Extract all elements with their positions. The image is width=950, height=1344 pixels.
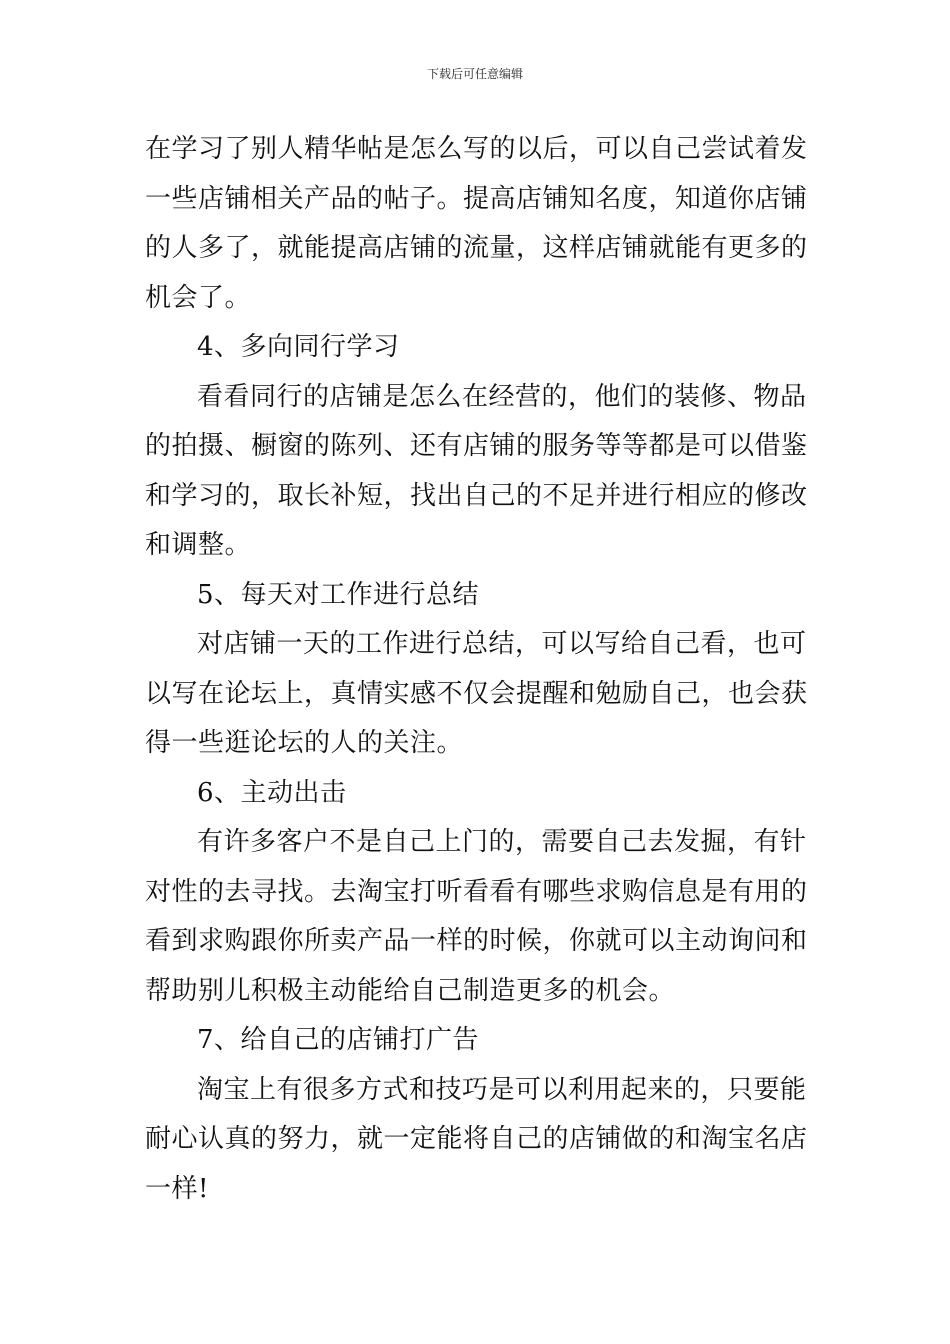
section-heading-7: 7、给自己的店铺打广告 (197, 1025, 480, 1055)
document-body (145, 125, 810, 1214)
section-heading-5: 5、每天对工作进行总结 (197, 579, 480, 610)
paragraph-take-initiative: 有许多客户不是自己上门的，需要自己去发掘，有针对性的去寻找。去淘宝打听看看有哪些求购信息是有用的看到求购跟你所卖产品一样的时候，你就可以主动询问和帮助别儿积极主动能给自己制造更多的机会。 (145, 827, 808, 1006)
paragraph-advertise-shop: 淘宝上有很多方式和技巧是可以利用起来的，只要能耐心认真的努力，就一定能将自己的店铺做的和淘宝名店一样! (145, 1074, 808, 1204)
page-header: 下载后可任意编辑 (426, 67, 523, 81)
section-heading-4: 4、多向同行学习 (197, 332, 400, 362)
paragraph-daily-summary: 对店铺一天的工作进行总结，可以写给自己看，也可以写在论坛上，真情实感不仅会提醒和勉励自己，也会获得一些逛论坛的人的关注。 (145, 629, 808, 758)
section-heading-6: 6、主动出击 (197, 777, 347, 808)
paragraph-continuation: 在学习了别人精华帖是怎么写的以后，可以自己尝试着发一些店铺相关产品的帖子。提高店铺知名度，知道你店铺的人多了，就能提高店铺的流量，这样店铺就能有更多的机会了。 (145, 134, 808, 313)
paragraph-learn-from-peers: 看看同行的店铺是怎么在经营的，他们的装修、物品的拍摄、橱窗的陈列、还有店铺的服务等等都是可以借鉴和学习的，取长补短，找出自己的不足并进行相应的修改和调整。 (145, 381, 808, 560)
